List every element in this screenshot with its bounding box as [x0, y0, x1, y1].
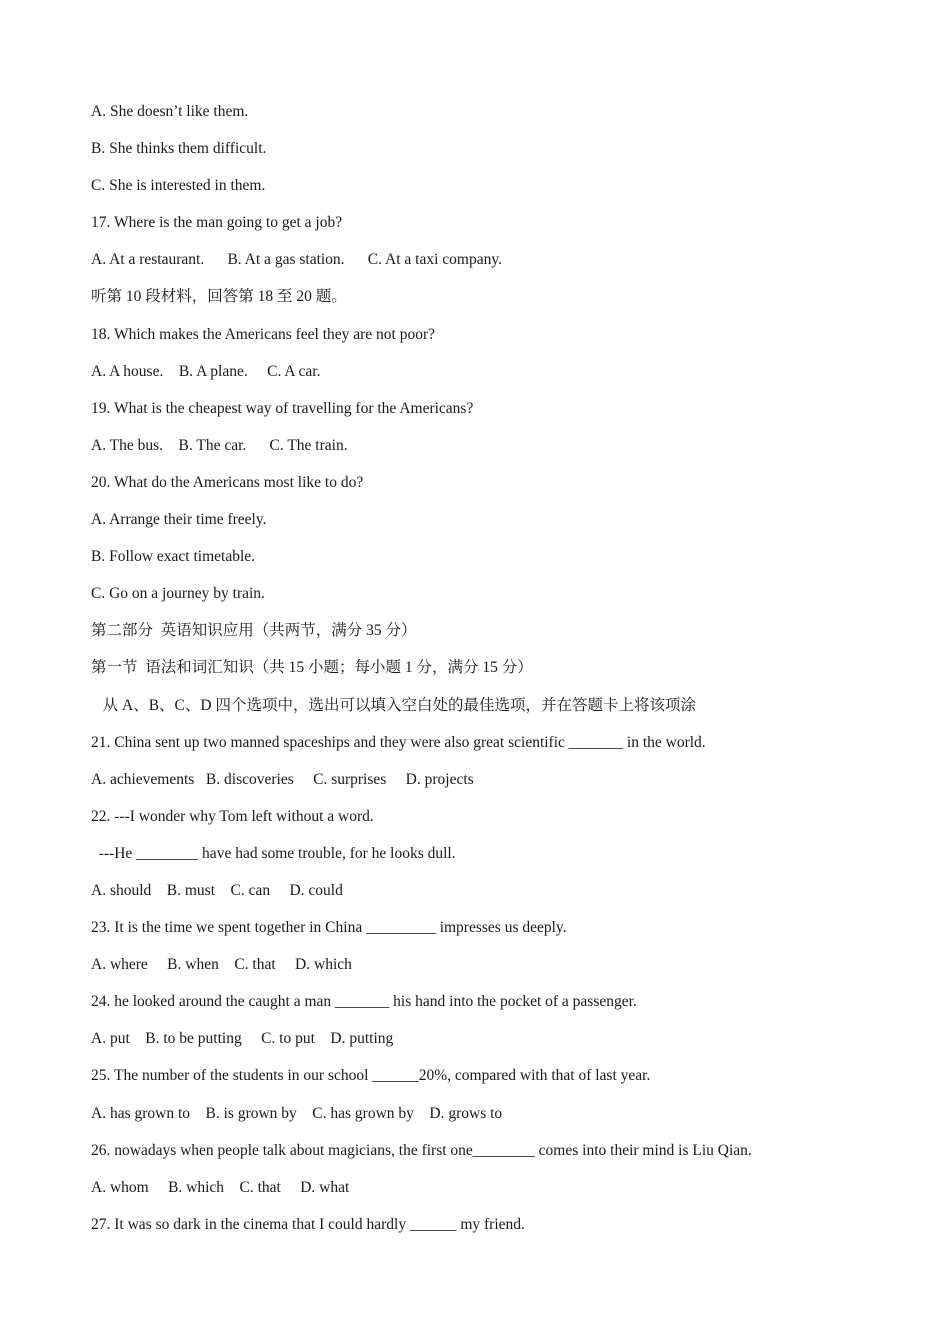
text-line: B. Follow exact timetable.: [91, 548, 256, 566]
text-line: A. She doesn’t like them.: [91, 103, 249, 120]
options-line: A. has grown to B. is grown by C. has grown by D. grows to: [91, 1104, 503, 1122]
options-line: A. achievements B. discoveries C. surprises D. projects: [91, 770, 474, 788]
text-line: ---He ________ have had some trouble, for he looks dull.: [91, 844, 456, 862]
question-line: 20. What do the Americans most like to do?: [91, 473, 364, 491]
question-line: 21. China sent up two manned spaceships and they were also great scientific _______ in the world.: [91, 733, 706, 751]
question-line: 25. The number of the students in our school ______20%, compared with that of last year.: [91, 1067, 651, 1085]
text-line: A. Arrange their time freely.: [91, 511, 267, 529]
text-line: B. She thinks them difficult.: [91, 140, 267, 158]
section-heading: 第一节 语法和词汇知识（共 15 小题；每小题 1 分，满分 15 分）: [91, 659, 533, 677]
options-line: A. At a restaurant. B. At a gas station. C. At a taxi company.: [91, 251, 502, 269]
options-line: A. should B. must C. can D. could: [91, 881, 343, 899]
question-line: 22. ---I wonder why Tom left without a word.: [91, 807, 374, 825]
part-heading: 第二部分 英语知识应用（共两节，满分 35 分）: [91, 622, 417, 640]
question-line: 24. he looked around the caught a man _______ his hand into the pocket of a passenger.: [91, 993, 637, 1011]
options-line: A. where B. when C. that D. which: [91, 956, 352, 974]
section-instruction: 听第 10 段材料，回答第 18 至 20 题。: [91, 288, 347, 306]
section-instruction: 从 A、B、C、D 四个选项中，选出可以填入空白处的最佳选项，并在答题卡上将该项涂: [91, 696, 696, 714]
options-line: A. The bus. B. The car. C. The train.: [91, 436, 348, 454]
document-page: [91, 99, 891, 1249]
options-line: A. put B. to be putting C. to put D. putting: [91, 1030, 394, 1048]
options-line: A. whom B. which C. that D. what: [91, 1178, 350, 1196]
question-line: 18. Which makes the Americans feel they are not poor?: [91, 325, 436, 343]
question-line: 23. It is the time we spent together in China _________ impresses us deeply.: [91, 919, 567, 937]
question-line: 17. Where is the man going to get a job?: [91, 214, 343, 232]
question-line: 19. What is the cheapest way of travelling for the Americans?: [91, 399, 474, 417]
question-line: 26. nowadays when people talk about magicians, the first one________ comes into their mind is Liu Qian.: [91, 1141, 752, 1159]
options-line: A. A house. B. A plane. C. A car.: [91, 362, 321, 380]
text-line: C. Go on a journey by train.: [91, 585, 265, 603]
question-line: 27. It was so dark in the cinema that I could hardly ______ my friend.: [91, 1215, 525, 1233]
text-line: C. She is interested in them.: [91, 177, 266, 195]
